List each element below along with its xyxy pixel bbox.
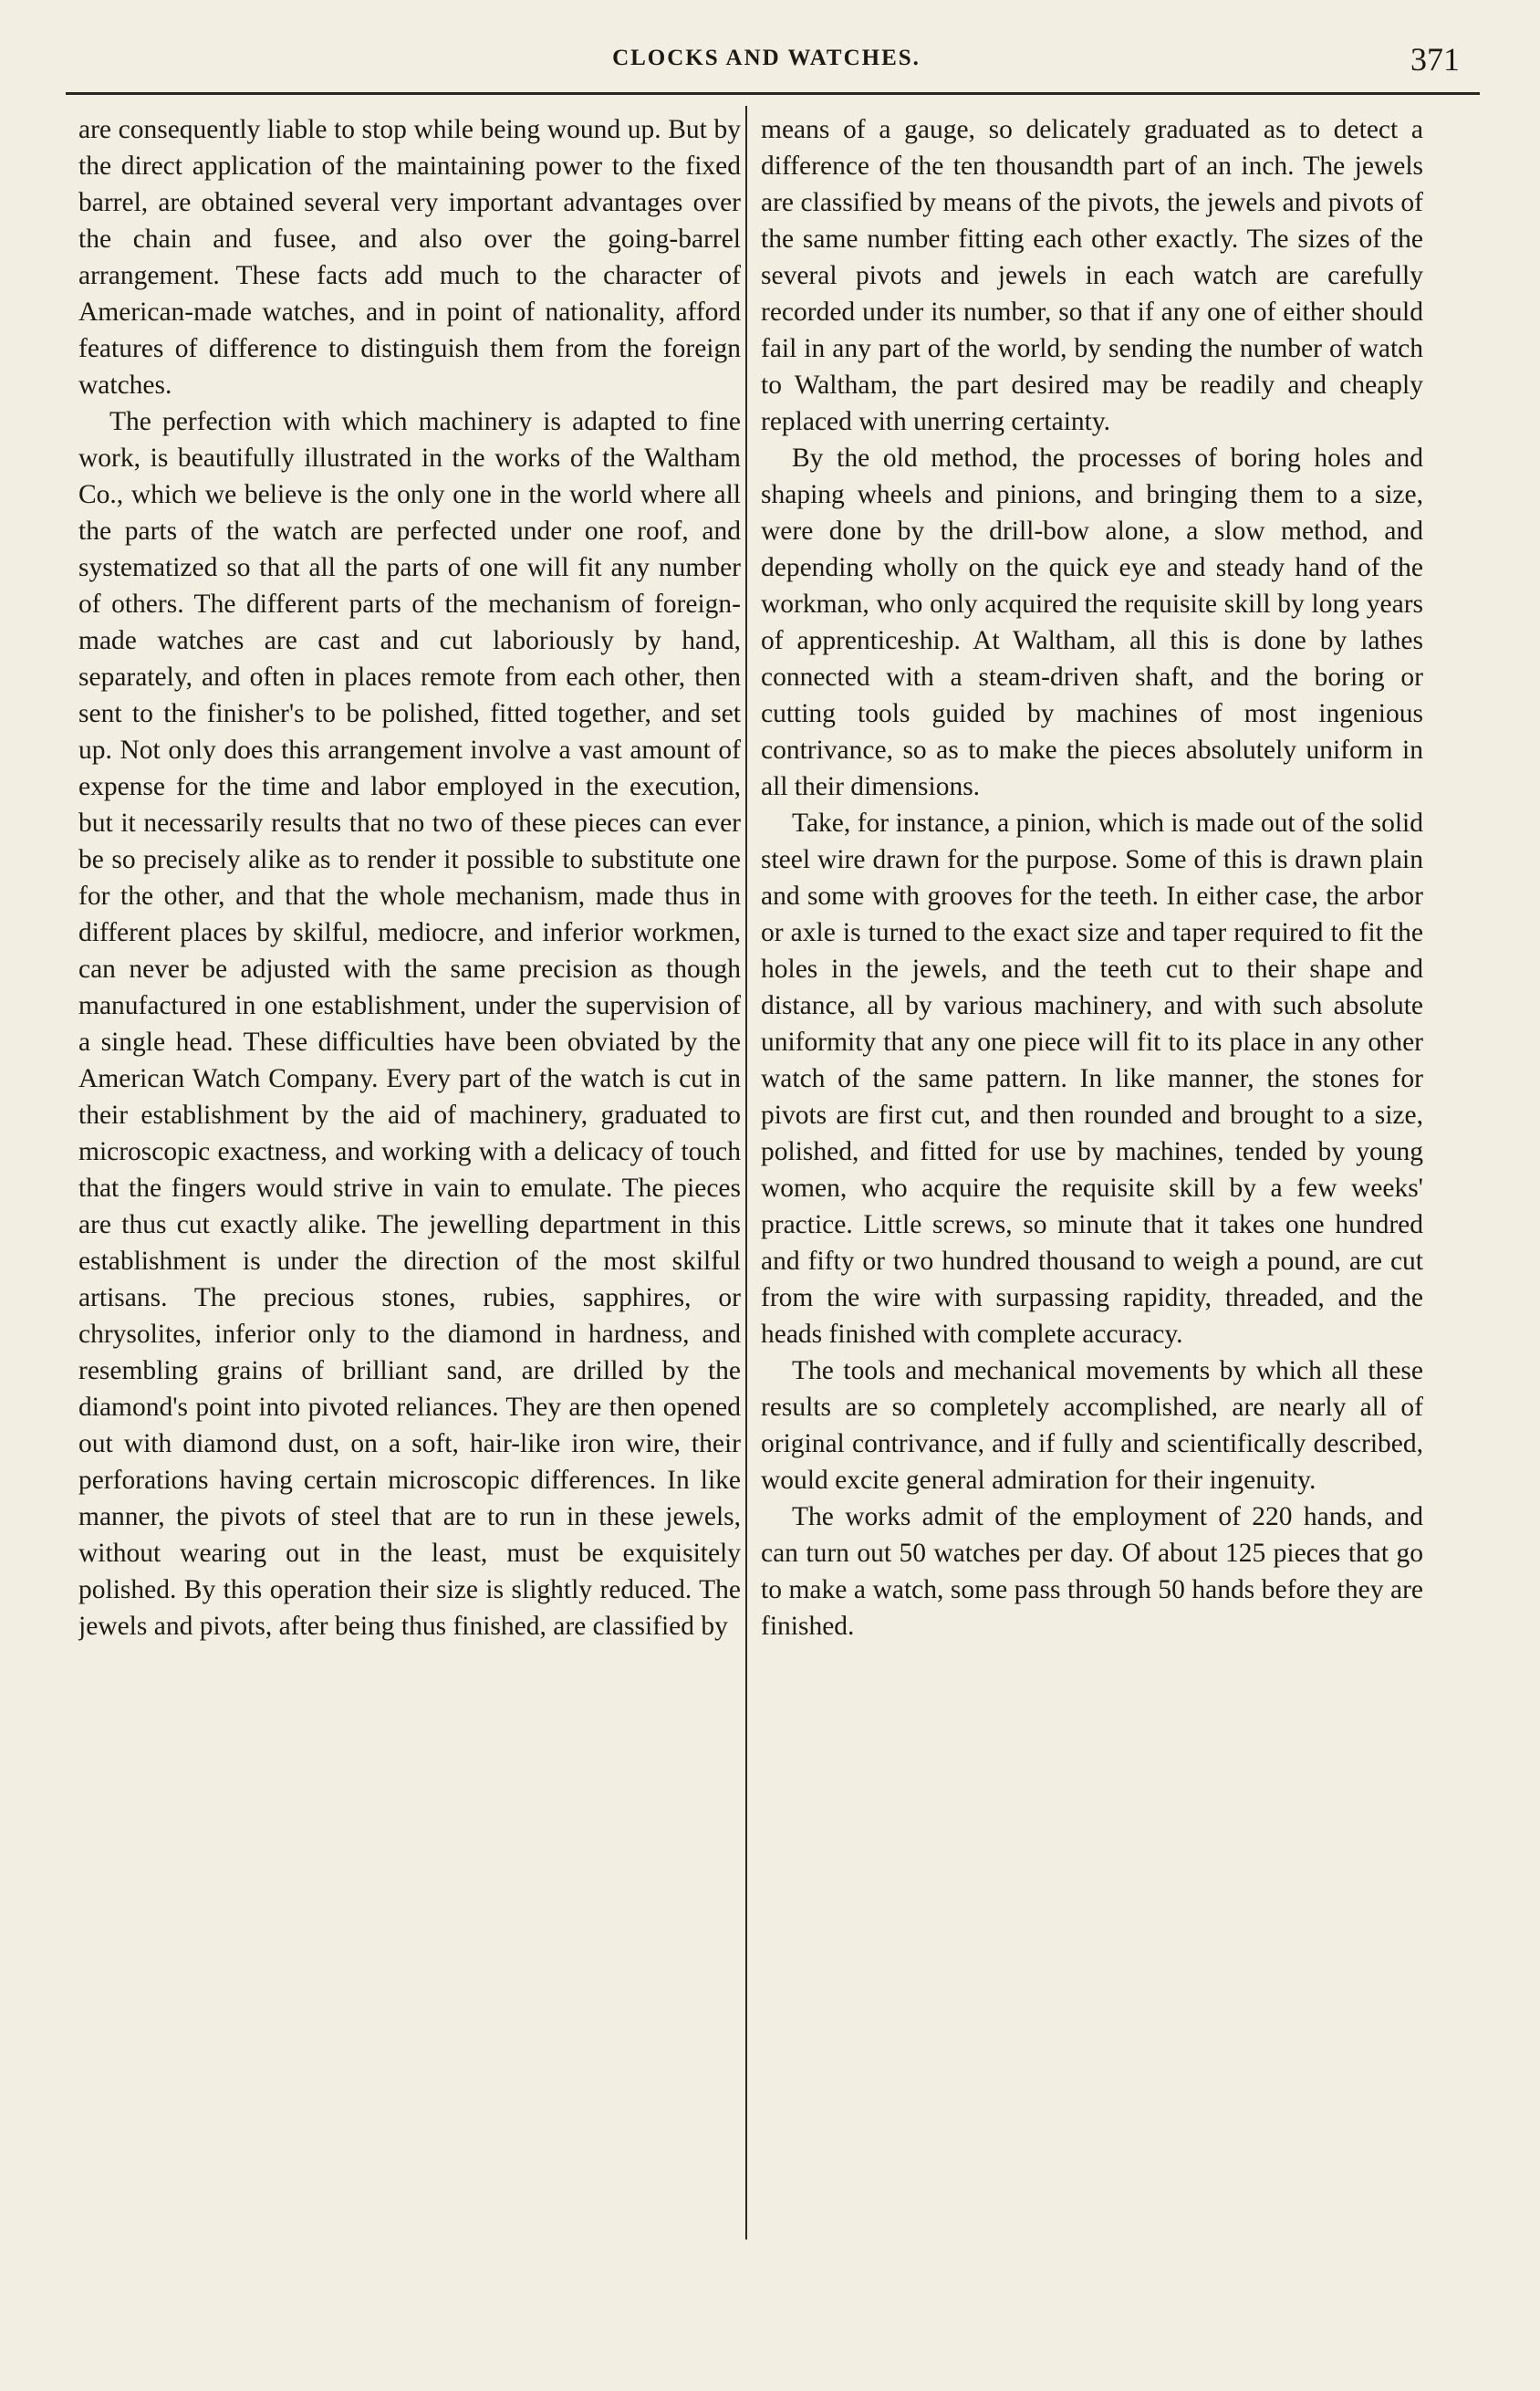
running-title: CLOCKS AND WATCHES. [612, 46, 921, 70]
running-head [0, 40, 1540, 86]
header-rule [66, 92, 1480, 95]
paragraph: The tools and mechanical movements by which all these results are so completely accomplished, are nearly all of original contrivance, and if fully and scientifically described, would excite general admiration for their ingenuity. [761, 1356, 1423, 1495]
page-number: 371 [1410, 41, 1460, 78]
paragraph: The perfection with which machinery is adapted to fine work, is beautifully illustrated in the works of the Waltham Co., which we believe is the only one in the world where all the parts of the watch are perfected under one roof, and systematized so that all the parts of one will fit any number of others. The different parts of the mechanism of foreign-made watches are cast and cut laboriously by hand, separately, and often in places remote from each other, then sent to the finisher's to be polished, fitted together, and set up. Not only does this arrangement involve a vast amount of expense for the time and labor employed in the execution, but it necessarily results that no two of these pieces can ever be so precisely alike as to render it possible to substitute one for the other, and that the whole mechanism, made thus in different places by skilful, mediocre, and inferior workmen, can never be adjusted with the same precision as though manufactured in one establishment, under the supervision of a single head. These difficulties have been obviated by the American Watch Company. Every part of the watch is cut in their establishment by the aid of machinery, graduated to microscopic exactness, and working with a delicacy of touch that the fingers would strive in vain to emulate. The pieces are thus cut exactly alike. The jewelling department in this establishment is under the direction of the most skilful artisans. The precious stones, rubies, sapphires, or chrysolites, inferior only to the diamond in hardness, and resembling grains of brilliant sand, are drilled by the diamond's point into pivoted reliances. They are then opened out with diamond dust, on a soft, hair-like iron wire, their perforations having certain microscopic differences. In like manner, the pivots of steel that are to run in these jewels, without wearing out in the least, must be exquisitely polished. By this operation their size is slightly reduced. The jewels and pivots, after being thus finished, are classified by [78, 407, 741, 1641]
paragraph: means of a gauge, so delicately graduated as to detect a difference of the ten thousandth part of an inch. The jewels are classified by means of the pivots, the jewels and pivots of the same number fitting each other exactly. The sizes of the several pivots and jewels in each watch are carefully recorded under its number, so that if any one of either should fail in any part of the world, by sending the number of watch to Waltham, the part desired may be readily and cheaply replaced with unerring certainty. [761, 115, 1423, 436]
paragraph: By the old method, the processes of boring holes and shaping wheels and pinions, and bringing them to a size, were done by the drill-bow alone, a slow method, and depending wholly on the quick eye and steady hand of the workman, who only acquired the requisite skill by long years of apprenticeship. At Waltham, all this is done by lathes connected with a steam-driven shaft, and the boring or cutting tools guided by machines of most ingenious contrivance, so as to make the pieces absolutely uniform in all their dimensions. [761, 444, 1423, 801]
paragraph: The works admit of the employment of 220 hands, and can turn out 50 watches per day. Of about 125 pieces that go to make a watch, some pass through 50 hands before they are finished. [761, 1502, 1423, 1641]
column-divider [745, 106, 747, 2240]
paragraph: Take, for instance, a pinion, which is made out of the solid steel wire drawn for the purpose. Some of this is drawn plain and some with grooves for the teeth. In either case, the arbor or axle is turned to the exact size and taper required to fit the holes in the jewels, and the teeth cut to their shape and distance, all by various machinery, and with such absolute uniformity that any one piece will fit to its place in any other watch of the same pattern. In like manner, the stones for pivots are first cut, and then rounded and brought to a size, polished, and fitted for use by machines, tended by young women, who acquire the requisite skill by a few weeks' practice. Little screws, so minute that it takes one hundred and fifty or two hundred thousand to weigh a pound, are cut from the wire with surpassing rapidity, threaded, and the heads finished with complete accuracy. [761, 809, 1423, 1349]
paragraph: are consequently liable to stop while being wound up. But by the direct application of the maintaining power to the fixed barrel, are obtained several very important advantages over the chain and fusee, and also over the going-barrel arrangement. These facts add much to the character of American-made watches, and in point of nationality, afford features of difference to distinguish them from the foreign watches. [78, 115, 741, 400]
right-column [761, 111, 1423, 2238]
left-column [78, 111, 741, 2238]
